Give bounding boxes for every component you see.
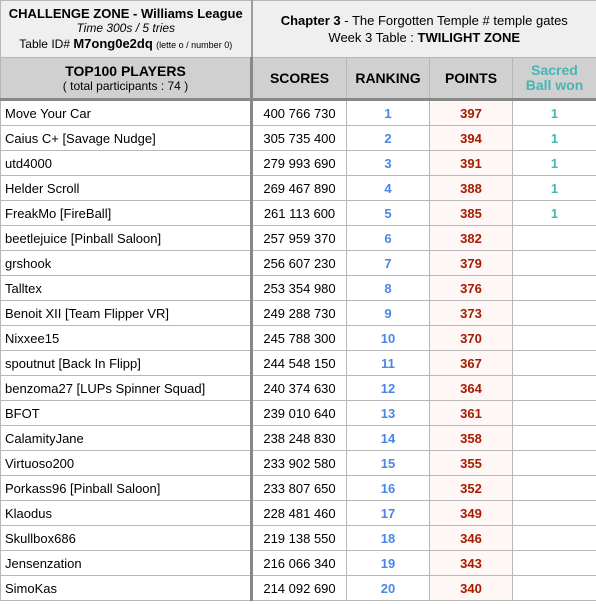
- player-name-cell[interactable]: Jensenzation: [1, 551, 252, 576]
- sacred-ball-cell[interactable]: [513, 401, 596, 426]
- ranking-cell[interactable]: 13: [347, 401, 430, 426]
- player-name-cell[interactable]: CalamityJane: [1, 426, 252, 451]
- players-header[interactable]: TOP100 PLAYERS ( total participants : 74 ): [1, 58, 252, 100]
- sacred-ball-cell[interactable]: [513, 301, 596, 326]
- ranking-cell[interactable]: 12: [347, 376, 430, 401]
- player-name-cell[interactable]: Skullbox686: [1, 526, 252, 551]
- score-cell[interactable]: 214 092 690: [252, 576, 347, 601]
- player-name-cell[interactable]: SimoKas: [1, 576, 252, 601]
- points-cell[interactable]: 370: [430, 326, 513, 351]
- points-cell[interactable]: 385: [430, 201, 513, 226]
- player-name-cell[interactable]: Helder Scroll: [1, 176, 252, 201]
- ranking-cell[interactable]: 11: [347, 351, 430, 376]
- table-row: [1, 501, 596, 526]
- score-cell[interactable]: 228 481 460: [252, 501, 347, 526]
- ranking-cell[interactable]: 14: [347, 426, 430, 451]
- sacred-ball-cell[interactable]: [513, 501, 596, 526]
- points-cell[interactable]: 343: [430, 551, 513, 576]
- points-cell[interactable]: 367: [430, 351, 513, 376]
- table-row: [1, 126, 596, 151]
- ranking-cell[interactable]: 4: [347, 176, 430, 201]
- sacred-ball-cell[interactable]: [513, 376, 596, 401]
- player-name-cell[interactable]: grshook: [1, 251, 252, 276]
- points-cell[interactable]: 373: [430, 301, 513, 326]
- sacred-ball-header[interactable]: Sacred Ball won: [513, 58, 596, 100]
- ranking-cell[interactable]: 9: [347, 301, 430, 326]
- time-tries-text: Time 300s / 5 tries: [76, 20, 176, 35]
- table-row: [1, 176, 596, 201]
- table-id-note: (lette o / number 0): [156, 39, 233, 50]
- ranking-cell[interactable]: 15: [347, 451, 430, 476]
- score-cell[interactable]: 244 548 150: [252, 351, 347, 376]
- sacred-ball-cell[interactable]: 1: [513, 126, 596, 151]
- player-name-cell[interactable]: Move Your Car: [1, 100, 252, 126]
- score-cell[interactable]: 216 066 340: [252, 551, 347, 576]
- score-cell[interactable]: 245 788 300: [252, 326, 347, 351]
- ranking-cell[interactable]: 6: [347, 226, 430, 251]
- points-cell[interactable]: 388: [430, 176, 513, 201]
- sacred-ball-cell[interactable]: [513, 226, 596, 251]
- score-cell[interactable]: 261 113 600: [252, 201, 347, 226]
- score-cell[interactable]: 305 735 400: [252, 126, 347, 151]
- table-name: TWILIGHT ZONE: [417, 30, 521, 45]
- score-cell[interactable]: 219 138 550: [252, 526, 347, 551]
- points-cell[interactable]: 382: [430, 226, 513, 251]
- points-cell[interactable]: 352: [430, 476, 513, 501]
- player-name-cell[interactable]: Nixxee15: [1, 326, 252, 351]
- score-cell[interactable]: 249 288 730: [252, 301, 347, 326]
- table-row: [1, 401, 596, 426]
- player-name-cell[interactable]: benzoma27 [LUPs Spinner Squad]: [1, 376, 252, 401]
- player-name-cell[interactable]: Caius C+ [Savage Nudge]: [1, 126, 252, 151]
- sacred-ball-cell[interactable]: [513, 526, 596, 551]
- points-header[interactable]: POINTS: [430, 58, 513, 100]
- ranking-cell[interactable]: 3: [347, 151, 430, 176]
- table-row: [1, 451, 596, 476]
- challenge-title: CHALLENGE ZONE - Williams League: [8, 5, 243, 21]
- table-row: [1, 301, 596, 326]
- score-cell[interactable]: 256 607 230: [252, 251, 347, 276]
- points-cell[interactable]: 361: [430, 401, 513, 426]
- table-id-line: Table ID# M7ong0e2dq (lette o / number 0): [19, 35, 233, 51]
- score-cell[interactable]: 233 807 650: [252, 476, 347, 501]
- player-name-cell[interactable]: Benoit XII [Team Flipper VR]: [1, 301, 252, 326]
- player-name-cell[interactable]: Talltex: [1, 276, 252, 301]
- table-row: [1, 151, 596, 176]
- ranking-cell[interactable]: 1: [347, 100, 430, 126]
- sacred-ball-cell[interactable]: [513, 351, 596, 376]
- scores-header[interactable]: SCORES: [252, 58, 347, 100]
- points-cell[interactable]: 379: [430, 251, 513, 276]
- sacred-ball-cell[interactable]: [513, 326, 596, 351]
- player-name-cell[interactable]: Virtuoso200: [1, 451, 252, 476]
- points-cell[interactable]: 346: [430, 526, 513, 551]
- ranking-cell[interactable]: 10: [347, 326, 430, 351]
- table-row: [1, 276, 596, 301]
- sacred-ball-cell[interactable]: 1: [513, 176, 596, 201]
- score-cell[interactable]: 233 902 580: [252, 451, 347, 476]
- points-cell[interactable]: 364: [430, 376, 513, 401]
- points-cell[interactable]: 394: [430, 126, 513, 151]
- points-cell[interactable]: 397: [430, 100, 513, 126]
- points-cell[interactable]: 349: [430, 501, 513, 526]
- sacred-ball-cell[interactable]: 1: [513, 201, 596, 226]
- table-row: [1, 326, 596, 351]
- points-cell[interactable]: 391: [430, 151, 513, 176]
- chapter-info-cell[interactable]: [252, 1, 596, 58]
- ranking-cell[interactable]: 20: [347, 576, 430, 601]
- table-id-value: M7ong0e2dq: [73, 35, 153, 51]
- score-cell[interactable]: 238 248 830: [252, 426, 347, 451]
- challenge-info-cell[interactable]: [1, 1, 252, 58]
- sacred-ball-cell[interactable]: 1: [513, 100, 596, 126]
- table-row: [1, 100, 596, 126]
- score-cell[interactable]: 400 766 730: [252, 100, 347, 126]
- table-row: [1, 351, 596, 376]
- points-cell[interactable]: 355: [430, 451, 513, 476]
- sacred-ball-cell[interactable]: [513, 476, 596, 501]
- player-name-cell[interactable]: utd4000: [1, 151, 252, 176]
- ranking-cell[interactable]: 19: [347, 551, 430, 576]
- score-cell[interactable]: 257 959 370: [252, 226, 347, 251]
- player-name-cell[interactable]: BFOT: [1, 401, 252, 426]
- table-row: [1, 526, 596, 551]
- ranking-cell[interactable]: 8: [347, 276, 430, 301]
- sacred-ball-cell[interactable]: [513, 426, 596, 451]
- table-row: [1, 426, 596, 451]
- score-cell[interactable]: 269 467 890: [252, 176, 347, 201]
- table-row: [1, 551, 596, 576]
- week-table-line: Week 3 Table : TWILIGHT ZONE: [328, 30, 521, 45]
- sacred-ball-cell[interactable]: [513, 451, 596, 476]
- score-cell[interactable]: 239 010 640: [252, 401, 347, 426]
- ranking-cell[interactable]: 7: [347, 251, 430, 276]
- ranking-cell[interactable]: 2: [347, 126, 430, 151]
- ranking-cell[interactable]: 17: [347, 501, 430, 526]
- score-cell[interactable]: 253 354 980: [252, 276, 347, 301]
- player-name-cell[interactable]: Porkass96 [Pinball Saloon]: [1, 476, 252, 501]
- sacred-ball-cell[interactable]: [513, 276, 596, 301]
- info-row: [1, 1, 596, 58]
- score-cell[interactable]: 240 374 630: [252, 376, 347, 401]
- table-row: [1, 226, 596, 251]
- ranking-cell[interactable]: 16: [347, 476, 430, 501]
- points-cell[interactable]: 376: [430, 276, 513, 301]
- player-name-cell[interactable]: spoutnut [Back In Flipp]: [1, 351, 252, 376]
- sacred-ball-cell[interactable]: [513, 551, 596, 576]
- header-row: [1, 58, 596, 100]
- player-name-cell[interactable]: beetlejuice [Pinball Saloon]: [1, 226, 252, 251]
- table-row: [1, 476, 596, 501]
- table-row: [1, 201, 596, 226]
- participants-count: ( total participants : 74 ): [62, 78, 189, 93]
- table-row: [1, 576, 596, 601]
- points-cell[interactable]: 340: [430, 576, 513, 601]
- table-row: [1, 251, 596, 276]
- table-row: [1, 376, 596, 401]
- score-cell[interactable]: 279 993 690: [252, 151, 347, 176]
- player-name-cell[interactable]: Klaodus: [1, 501, 252, 526]
- ranking-header[interactable]: RANKING: [347, 58, 430, 100]
- points-cell[interactable]: 358: [430, 426, 513, 451]
- ranking-cell[interactable]: 18: [347, 526, 430, 551]
- sacred-ball-cell[interactable]: 1: [513, 151, 596, 176]
- player-name-cell[interactable]: FreakMo [FireBall]: [1, 201, 252, 226]
- chapter-line: Chapter 3 - The Forgotten Temple # temple gates: [280, 13, 568, 28]
- sacred-ball-cell[interactable]: [513, 576, 596, 601]
- ranking-cell[interactable]: 5: [347, 201, 430, 226]
- sacred-ball-cell[interactable]: [513, 251, 596, 276]
